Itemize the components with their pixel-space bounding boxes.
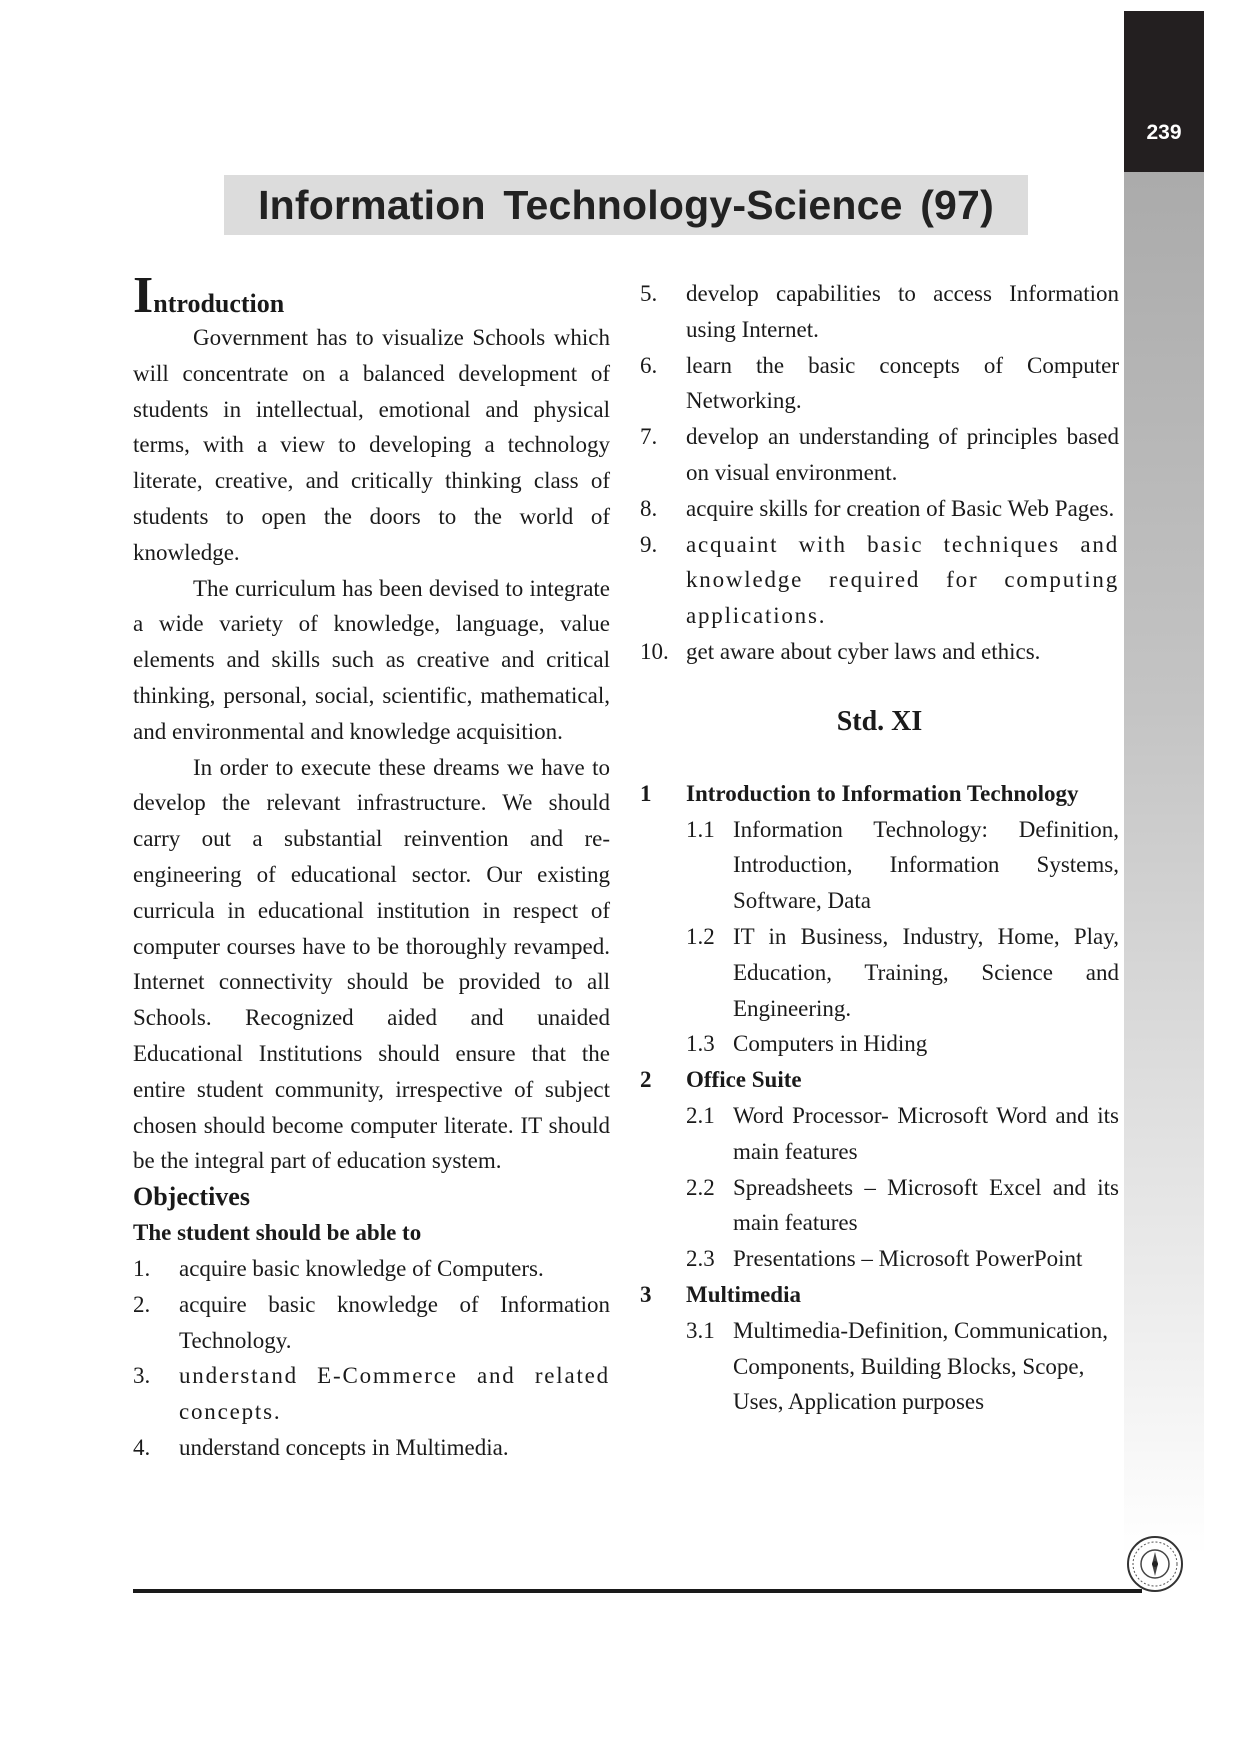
subitem-number: 3.1 [686,1317,715,1343]
objective-text: acquire basic knowledge of Information Technology. [179,1291,610,1353]
subitem-number: 2.3 [686,1246,715,1272]
page-number-box [1124,11,1204,172]
objective-number: 9. [640,531,658,557]
objective-text: understand concepts in Multimedia. [179,1434,509,1460]
objective-text: develop capabilities to access Information using Internet. [686,281,1119,342]
subitem-text: Word Processor- Microsoft Word and its main features [733,1102,1119,1164]
objective-number: 8. [640,495,658,521]
objective-number: 5. [640,281,658,306]
subitem-number: 1.3 [686,1031,715,1057]
intro-paragraph-2: The curriculum has been devised to integrate a wide variety of knowledge, language, value elements and skills such as creative and critical thinking, personal, social, scientific, mathematical, and environmental and knowledge acquisition. [133,575,610,744]
subitem-text: Computers in Hiding [733,1031,928,1057]
objective-text: acquaint with basic techniques and knowledge required for computing applications. [686,531,1119,629]
objective-item [640,276,1119,348]
unit-number: 2 [640,1067,652,1093]
footer-rule [133,1589,1142,1593]
unit-subitem [640,919,1119,1026]
objective-text: acquire basic knowledge of Computers. [179,1255,544,1281]
objectives-heading: Objectives [133,1182,250,1212]
side-tab [1124,11,1204,1556]
page-number: 239 [1146,121,1182,144]
objective-item [640,527,1119,634]
subitem-text: Spreadsheets – Microsoft Excel and its main features [733,1174,1119,1236]
page-title: Information Technology-Science (97) [258,181,994,228]
objective-number: 6. [640,352,658,378]
objective-item [640,634,1119,670]
subitem-number: 2.2 [686,1174,715,1200]
objective-text: understand E-Commerce and related concepts. [179,1363,610,1425]
unit-number: 1 [640,780,652,806]
unit-heading [640,1062,1119,1098]
objective-number: 2. [133,1291,151,1317]
objective-text: get aware about cyber laws and ethics. [686,638,1041,664]
subitem-number: 2.1 [686,1102,715,1128]
objective-number: 1. [133,1255,151,1281]
unit-subitem [640,1170,1119,1242]
subitem-number: 1.2 [686,923,715,949]
unit-heading [640,1277,1119,1313]
objective-item [133,1430,610,1466]
objective-item [133,1287,610,1359]
objective-item [133,1358,610,1430]
unit-subitem [640,812,1119,919]
intro-heading-rest: ntroduction [153,289,285,318]
title-bar [224,175,1028,235]
objective-text: acquire skills for creation of Basic Web Pages. [686,495,1115,521]
subitem-number: 1.1 [686,816,715,842]
objective-item [640,348,1119,420]
introduction-heading [133,267,610,324]
unit-heading [640,776,1119,812]
unit-subitem [640,1241,1119,1277]
objective-number: 4. [133,1434,151,1460]
objectives-lead: The student should be able to [133,1220,422,1246]
objective-text: develop an understanding of principles based on visual environment. [686,424,1119,485]
subitem-text: Presentations – Microsoft PowerPoint [733,1246,1083,1272]
unit-title: Introduction to Information Technology [686,780,1079,806]
unit-subitem [640,1313,1119,1420]
left-column [133,267,610,1466]
objective-item [640,491,1119,527]
unit-number: 3 [640,1281,652,1307]
objective-item [640,419,1119,491]
unit-subitem [640,1098,1119,1170]
subitem-text: IT in Business, Industry, Home, Play, Education, Training, Science and Engineering. [733,923,1119,1021]
emblem-icon [1125,1534,1185,1594]
std-heading: Std. XI [836,705,923,737]
objective-text: learn the basic concepts of Computer Networking. [686,352,1119,414]
intro-paragraph-3: In order to execute these dreams we have to develop the relevant infrastructure. We should carry out a substantial reinvention and re-engineering of educational sector. Our existing curricula in educational institution in respect of computer courses have to be thoroughly revamped. Internet connectivity should be provided to all Schools. Recognized aided and unaided Educational Institutions should ensure that the entire student community, irrespective of subject chosen should become computer literate. IT should be the integral part of education system. [133,754,610,1174]
subitem-text: Multimedia-Definition, Communication, Components, Building Blocks, Scope, Uses, Application purposes [733,1317,1108,1415]
unit-title: Multimedia [686,1281,801,1307]
intro-paragraph-1: Government has to visualize Schools which will concentrate on a balanced development of students in intellectual, emotional and physical terms, with a view to developing a technology literate, creative, and critically thinking class of students to open the doors to the world of knowledge. [133,325,610,565]
objective-number: 7. [640,424,658,450]
objective-number: 3. [133,1363,151,1389]
right-column [640,276,1119,1420]
objective-item [133,1251,610,1287]
unit-subitem [640,1026,1119,1062]
unit-title: Office Suite [686,1067,802,1093]
intro-drop-letter: I [133,267,154,324]
subitem-text: Information Technology: Definition, Introduction, Information Systems, Software, Data [733,816,1119,914]
objective-number: 10. [640,638,669,664]
